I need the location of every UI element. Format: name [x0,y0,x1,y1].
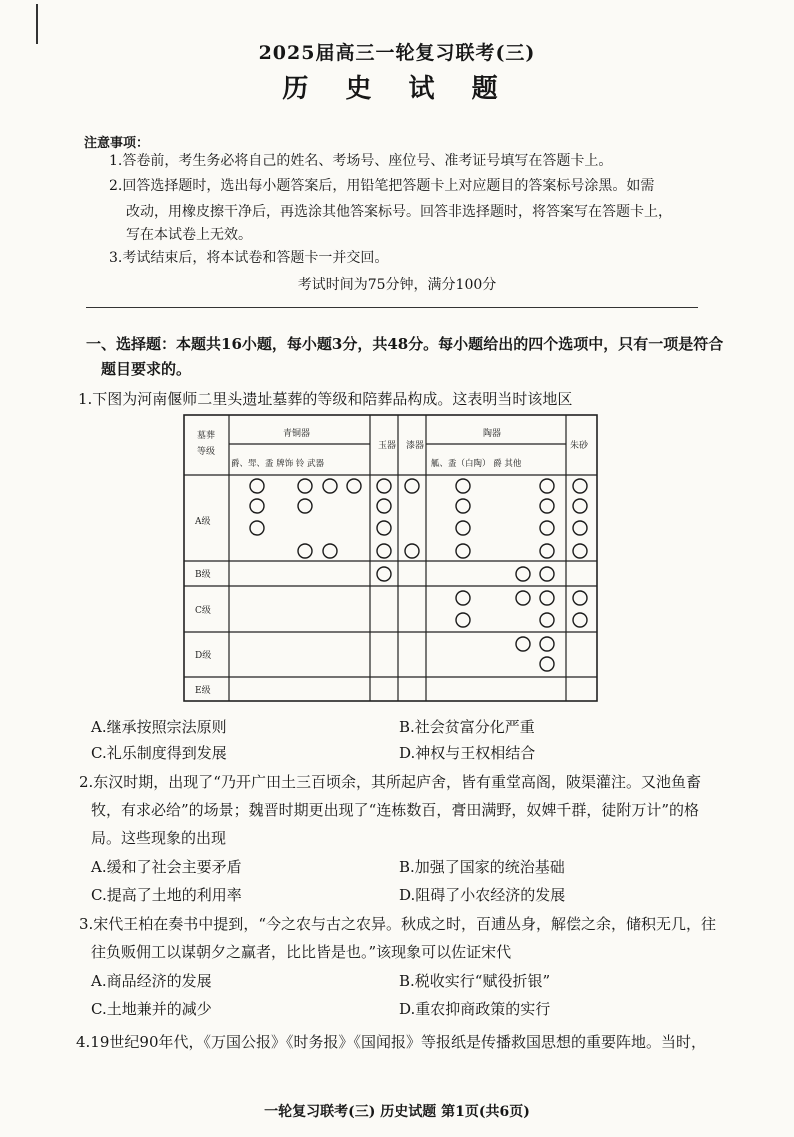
q3-option-d: D.重农抑商政策的实行 [399,1000,551,1018]
q3-stem-line1: 3.宋代王柏在奏书中提到，“今之农与古之农异。秋成之时，百逋丛身，解偿之余，储积无几，往 [79,915,716,933]
row-label-e: E级 [195,686,211,696]
q2-option-a: A.缓和了社会主要矛盾 [91,858,242,876]
q2-stem-line2: 牧，有求必给”的场景；魏晋时期更出现了“连栋数百，膏田满野，奴婢千群，徒附万计”的格 [91,801,700,819]
notice-item-2: 2.回答选择题时，选出每小题答案后，用铅笔把答题卡上对应题目的答案标号涂黑。如需 [109,178,655,194]
q1-option-b: B.社会贫富分化严重 [399,718,535,736]
q2-option-b: B.加强了国家的统治基础 [399,858,565,876]
col-group-jade: 玉器 [378,441,397,451]
subject-title: 历 史 试 题 [282,74,512,104]
q1-burial-table [183,414,613,704]
col-group-cinnabar: 朱砂 [570,441,589,451]
notice-item-2-end: 写在本试卷上无效。 [126,227,252,243]
q1-stem: 1.下图为河南偃师二里头遗址墓葬的等级和陪葬品构成。这表明当时该地区 [78,390,573,408]
row-label-d: D级 [195,651,212,661]
q3-stem-line2: 往负贩佣工以谋朝夕之赢者，比比皆是也。”该现象可以佐证宋代 [91,943,512,961]
q1-option-a: A.继承按照宗法原则 [91,718,227,736]
row-label-a: A级 [195,517,211,527]
col-group-pottery: 陶器 [483,429,502,439]
page-footer: 一轮复习联考(三) 历史试题 第1页(共6页) [264,1104,530,1120]
divider [86,307,698,308]
notice-heading: 注意事项： [84,136,150,151]
col-group-lacquer: 漆器 [406,441,425,451]
section-instruction: 一、选择题：本题共16小题，每小题3分，共48分。每小题给出的四个选项中，只有一项是符合 [86,335,724,353]
notice-item-1: 1.答卷前，考生务必将自己的姓名、考场号、座位号、准考证号填写在答题卡上。 [109,153,613,169]
q2-option-d: D.阻碍了小农经济的发展 [399,886,566,904]
table-corner-bottom: 等级 [197,447,216,457]
exam-title: 2025届高三一轮复习联考(三) [258,42,536,64]
pottery-subcolumns: 觚、盉（白陶） 爵 其他 [431,459,522,469]
col-group-bronze: 青铜器 [283,429,311,439]
table-corner-top: 墓葬 [197,431,216,441]
section-instruction-cont: 题目要求的。 [101,360,192,378]
q3-option-c: C.土地兼并的减少 [91,1000,212,1018]
notice-item-3: 3.考试结束后，将本试卷和答题卡一并交回。 [109,250,389,266]
q4-stem: 4.19世纪90年代，《万国公报》《时务报》《国闻报》等报纸是传播救国思想的重要阵地。当时， [76,1033,706,1051]
q3-option-a: A.商品经济的发展 [91,972,212,990]
exam-time: 考试时间为75分钟，满分100分 [297,277,497,293]
q2-option-c: C.提高了土地的利用率 [91,886,242,904]
q3-option-b: B.税收实行“赋役折银” [399,972,551,990]
row-label-b: B级 [195,570,211,580]
q1-option-d: D.神权与王权相结合 [399,744,536,762]
row-label-c: C级 [195,606,211,616]
notice-item-2-cont: 改动，用橡皮擦干净后，再选涂其他答案标号。回答非选择题时，将答案写在答题卡上， [126,204,672,220]
q2-stem-line1: 2.东汉时期，出现了“乃开广田土三百顷余，其所起庐舍，皆有重堂高阁，陂渠灌注。又池鱼畜 [79,773,701,791]
q1-option-c: C.礼乐制度得到发展 [91,744,227,762]
q2-stem-line3: 局。这些现象的出现 [91,829,227,847]
bronze-subcolumns: 爵、斝、盉 牌饰 铃 武器 [231,459,325,469]
burial-item-markers [250,479,587,671]
